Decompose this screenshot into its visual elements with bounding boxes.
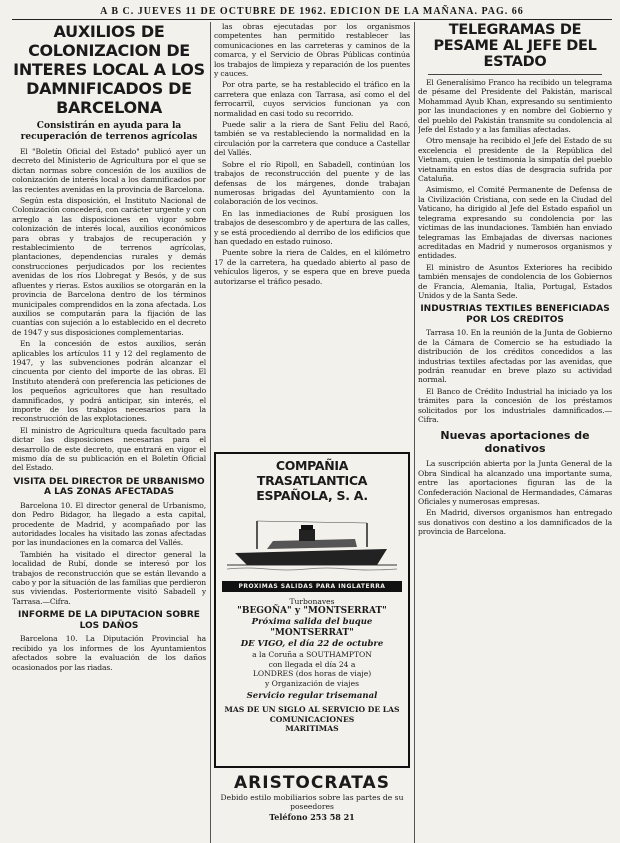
article-paragraph: El Banco de Crédito Industrial ha iniciado ya los trámites para la concesión de los préstamos solicitados por los industriales damnificados.—Cifra. — [418, 386, 612, 424]
column-rule — [414, 22, 415, 843]
article-paragraph: En la concesión de estos auxilios, serán aplicables los artículos 11 y 12 del reglamento de 1947, y las subvenciones podrán alcanzar el cincuenta por ciento del importe de las obras. El Instituto atenderá con preferencia las peticiones de los pequeños agricultores que han resultado damnificados, y podrá anticipar, sin interés, el importe de los trabajos necesarios para la reconstrucción de las explotaciones. — [12, 339, 206, 424]
ad-route: y Organización de viajes — [264, 678, 360, 688]
article-paragraph: Tarrasa 10. En la reunión de la Junta de Gobierno de la Cámara de Comercio se ha estudiado la distribución de los créditos concedidos a las industrias textiles afectadas por las avenidas, que podrán reanudar en breve plazo su actividad normal. — [418, 328, 612, 385]
article-paragraph: Otro mensaje ha recibido el Jefe del Estado de su excelencia el presidente de la República del Vietnam, quien le testimonia la simpatía del pueblo vietnamita en estos días de desgracia sufrida por Cataluña. — [418, 136, 612, 184]
trasatlantica-ad — [214, 452, 410, 768]
article-paragraph: Sobre el río Ripoll, en Sabadell, continúan los trabajos de reconstrucción del puente y de las defensas de los márgenes, donde trabajan numerosas brigadas del Ayuntamiento con la colaboración de los vecinos. — [214, 159, 410, 207]
ad-slogan: MAS DE UN SIGLO AL SERVICIO DE LAS COMUNICACIONES — [224, 705, 400, 724]
ad-banner: PROXIMAS SALIDAS PARA INGLATERRA — [222, 581, 402, 592]
ad-next-departure: Próxima salida del buque — [251, 617, 373, 628]
article-paragraph: La suscripción abierta por la Junta General de la Obra Sindical ha alcanzado una importante suma, entre las aportaciones figuran las de la Confederación Nacional de Hermandades, Cámaras Oficiales y numerosas empresas. — [418, 459, 612, 507]
aristocratas-ad — [214, 774, 410, 823]
ad-from-vigo: DE VIGO, el día 22 de octubre — [240, 639, 384, 650]
headline-colonizacion: AUXILIOS DE COLONIZACION DE INTERES LOCAL A LOS DAMNIFICADOS DE BARCELONA — [13, 22, 205, 117]
ad-slogan-2: MARITIMAS — [285, 724, 339, 734]
separator — [428, 74, 602, 75]
article-paragraph: las obras ejecutadas por los organismos competentes han permitido restablecer las comunicaciones en las carreteras y caminos de la comarca, y el Servicio de Obras Públicas continúa los trabajos de limpieza y reparación de los puentes y cauces. — [214, 22, 410, 79]
ad-route: con llegada el día 24 a — [268, 659, 356, 669]
headline-telegramas: TELEGRAMAS DE PESAME AL JEFE DEL ESTADO — [433, 22, 597, 70]
article-paragraph: El "Boletín Oficial del Estado" publicó ayer un decreto del Ministerio de Agricultura por el que se dictan normas sobre concesión de los auxilios de colonización de interés local a los damnificados por las recientes avenidas en la provincia de Barcelona. — [12, 147, 206, 194]
column-1 — [12, 22, 206, 843]
article-paragraph: Puente sobre la riera de Caldes, en el kilómetro 17 de la carretera, ha quedado abierto al paso de vehículos ligeros, y se espera que en breve pueda autorizarse el tráfico pesado. — [214, 248, 410, 286]
aristocratas-body: Debido estilo mobiliarios sobre las partes de su poseedores — [220, 793, 404, 812]
ad-ship-names: "BEGOÑA" y "MONTSERRAT" — [237, 606, 387, 617]
article-paragraph: Barcelona 10. El director general de Urbanismo, don Pedro Bidagor, ha llegado a esta capital, procedente de Madrid, y acompañado por las autoridades locales ha visitado las zonas afectadas por las inundaciones en la comarca del Vallés. — [12, 500, 206, 548]
column-3 — [418, 22, 612, 843]
article-paragraph: Por otra parte, se ha restablecido el tráfico en la carretera que enlaza con Tarrasa, así como el del ferrocarril, cuyos servicios funcionan ya con normalidad en casi todo su recorrido. — [214, 80, 410, 118]
headline-informe: INFORME DE LA DIPUTACION SOBRE LOS DAÑOS — [18, 610, 200, 631]
ad-company-name-2: ESPAÑOLA, S. A. — [256, 488, 368, 503]
ad-route: LONDRES (dos horas de viaje) — [252, 669, 372, 679]
ad-route: a la Coruña a SOUTHAMPTON — [252, 650, 372, 660]
headline-visita: VISITA DEL DIRECTOR DE URBANISMO A LAS ZONAS AFECTADAS — [13, 476, 205, 498]
ship-illustration — [227, 507, 397, 577]
subhead-colonizacion: Consistirán en ayuda para la recuperación de terrenos agrícolas — [20, 121, 198, 142]
article-paragraph: En las inmediaciones de Rubí prosiguen los trabajos de desescombro y de apertura de las calles, y se está procediendo al derribo de los edificios que han quedado en estado ruinoso. — [214, 208, 410, 246]
masthead: A B C. JUEVES 11 DE OCTUBRE DE 1962. EDICION DE LA MAÑANA. PAG. 66 — [12, 4, 612, 20]
article-paragraph: Barcelona 10. La Diputación Provincial ha recibido ya los informes de los Ayuntamientos afectados sobre la evaluación de los daños ocasionados por las riadas. — [12, 634, 206, 672]
ad-company-name: COMPAÑIA TRASATLANTICA — [256, 458, 368, 488]
ad-ship-name: "MONTSERRAT" — [270, 628, 354, 639]
ad-turbonaves: Turbonaves — [289, 597, 335, 606]
headline-industrias: INDUSTRIAS TEXTILES BENEFICIADAS POR LOS CREDITOS — [420, 304, 610, 325]
article-paragraph: Según esta disposición, el Instituto Nacional de Colonización concederá, con carácter urgente y con arreglo a las disposiciones en vigor sobre colonización de interés local, auxilios económicos para obras y trabajos de recuperación y restablecimiento de terrenos agrícolas, plantaciones, dependencias rurales y demás construcciones perjudicados por los recientes avenidas de los ríos Llobregat y Besós, y de sus afluentes y rieras. Estos auxilios se otorgarán en la provincia de Barcelona dentro de los términos municipales comprendidos en la zona afectada. Los auxilios se computarán para la fijación de las cuantías con sujeción a lo establecido en el decreto de 1947 y sus disposiciones complementarias. — [12, 196, 206, 337]
aristocratas-phone: Teléfono 253 58 21 — [269, 811, 355, 822]
aristocratas-title: ARISTOCRATAS — [234, 773, 390, 793]
article-paragraph: También ha visitado el director general la localidad de Rubí, donde se interesó por los trabajos de reconstrucción que se están llevando a cabo y por la situación de las familias que perdieron sus viviendas. Posteriormente visitó Sabadell y Tarrasa.—Cifra. — [12, 549, 206, 606]
column-2 — [214, 22, 410, 843]
article-paragraph: En Madrid, diversos organismos han entregado sus donativos con destino a los damnificados de la provincia de Barcelona. — [418, 508, 612, 537]
article-paragraph: Puede salir a la riera de Sant Feliu del Racó, también se va restableciendo la normalidad en la circulación por la carretera que conduce a Castellar del Vallés. — [214, 120, 410, 158]
ad-service: Servicio regular trisemanal — [246, 691, 378, 702]
article-paragraph: Asimismo, el Comité Permanente de Defensa de la Civilización Cristiana, con sede en la Ciudad del Vaticano, ha dirigido al Jefe del Estado español un telegrama expresando su condolencia por las víctimas de las inundaciones. También han enviado telegramas las Embajadas de diversas naciones acreditadas en Madrid y numerosos organismos y entidades. — [418, 185, 612, 261]
columns — [12, 22, 612, 843]
article-paragraph: El Generalísimo Franco ha recibido un telegrama de pésame del Presidente del Pakistán, mariscal Mohammad Ayub Khan, expresando su sentimiento por las inundaciones y en nombre del Gobierno y del pueblo del Pakistán transmite su condolencia al Jefe del Estado y a las familias afectadas. — [418, 78, 612, 135]
headline-donativos: Nuevas aportaciones de donativos — [440, 429, 590, 455]
article-paragraph: El ministro de Asuntos Exteriores ha recibido también mensajes de condolencia de los Gobiernos de Francia, Alemania, Italia, Portugal, Estados Unidos y de la Santa Sede. — [418, 262, 612, 300]
article-paragraph: El ministro de Agricultura queda facultado para dictar las disposiciones necesarias para el desarrollo de este decreto, que entrará en vigor el mismo día de su publicación en el Boletín Oficial del Estado. — [12, 425, 206, 473]
column-rule — [210, 22, 211, 843]
